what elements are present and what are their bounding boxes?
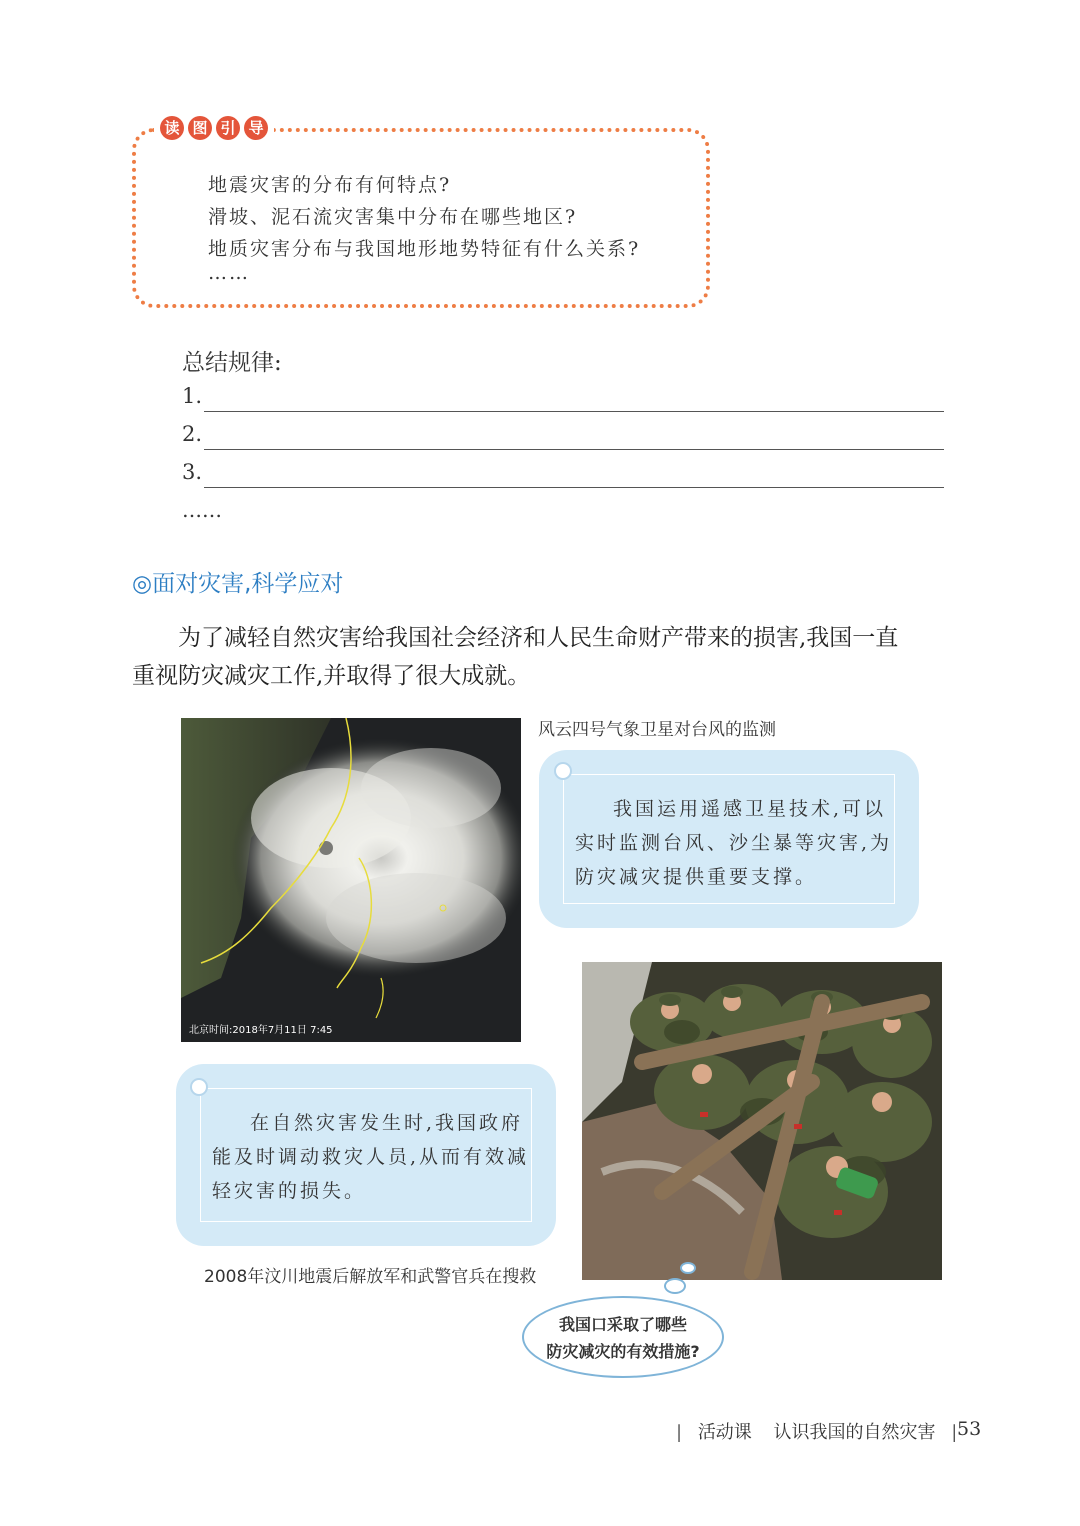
guide-tag-char: 读 [160,116,184,140]
photo-timestamp: 北京时间:2018年7月11日 7:45 [189,1025,333,1036]
guide-ellipsis: …… [208,262,250,284]
rescue-illustration [582,962,942,1280]
rescue-note-text: 在自然灾害发生时,我国政府能及时调动救灾人员,从而有效减轻灾害的损失。 [212,1112,530,1202]
thought-line-2: 防灾减灾的有效措施? [546,1342,700,1361]
thought-puff [664,1278,686,1294]
summary-answer-line-3[interactable] [182,460,944,490]
footer-divider: | [676,1422,683,1443]
summary-ellipsis: …… [182,498,222,522]
rescue-photo [582,962,942,1280]
body-paragraph-line-1: 为了减轻自然灾害给我国社会经济和人民生命财产带来的损害,我国一直 [178,625,899,651]
rescue-caption: 2008年汶川地震后解放军和武警官兵在搜救 [204,1267,537,1287]
satellite-note-box [539,750,919,928]
summary-answer-line-2[interactable] [182,422,944,452]
answer-underline [204,487,944,488]
typhoon-illustration [181,718,521,1042]
summary-item-number: 3. [182,460,203,484]
guide-tag-char: 图 [188,116,212,140]
thought-question [524,1311,722,1365]
thought-cloud [522,1296,724,1378]
typhoon-caption: 风云四号气象卫星对台风的监测 [538,720,776,740]
satellite-note-text: 我国运用遥感卫星技术,可以实时监测台风、沙尘暴等灾害,为防灾减灾提供重要支撑。 [575,798,893,888]
guide-tag-char: 导 [244,116,268,140]
guide-question-3: 地质灾害分布与我国地形地势特征有什么关系? [208,238,641,260]
footer-divider: | [951,1422,958,1443]
typhoon-satellite-image [181,718,521,1042]
footer-title: 认识我国的自然灾害 [773,1422,936,1443]
bubble-dot-icon [554,762,572,780]
thought-line-1: 我国口采取了哪些 [558,1315,687,1334]
answer-underline [204,449,944,450]
footer-section: 活动课 [697,1422,752,1443]
summary-item-number: 2. [182,422,203,446]
section-heading: ◎面对灾害,科学应对 [132,571,344,597]
summary-answer-line-1[interactable] [182,384,944,414]
reading-guide-tag [154,116,274,140]
page-footer [666,1418,967,1444]
guide-question-2: 滑坡、泥石流灾害集中分布在哪些地区? [208,206,578,228]
page-number: 53 [957,1418,982,1440]
bubble-dot-icon [190,1078,208,1096]
summary-item-number: 1. [182,384,203,408]
guide-question-1: 地震灾害的分布有何特点? [208,174,452,196]
summary-title: 总结规律: [182,350,282,376]
answer-underline [204,411,944,412]
body-paragraph-line-2: 重视防灾减灾工作,并取得了很大成就。 [132,663,531,689]
thought-puff-small [680,1262,696,1274]
guide-tag-char: 引 [216,116,240,140]
rescue-note-box [176,1064,556,1246]
